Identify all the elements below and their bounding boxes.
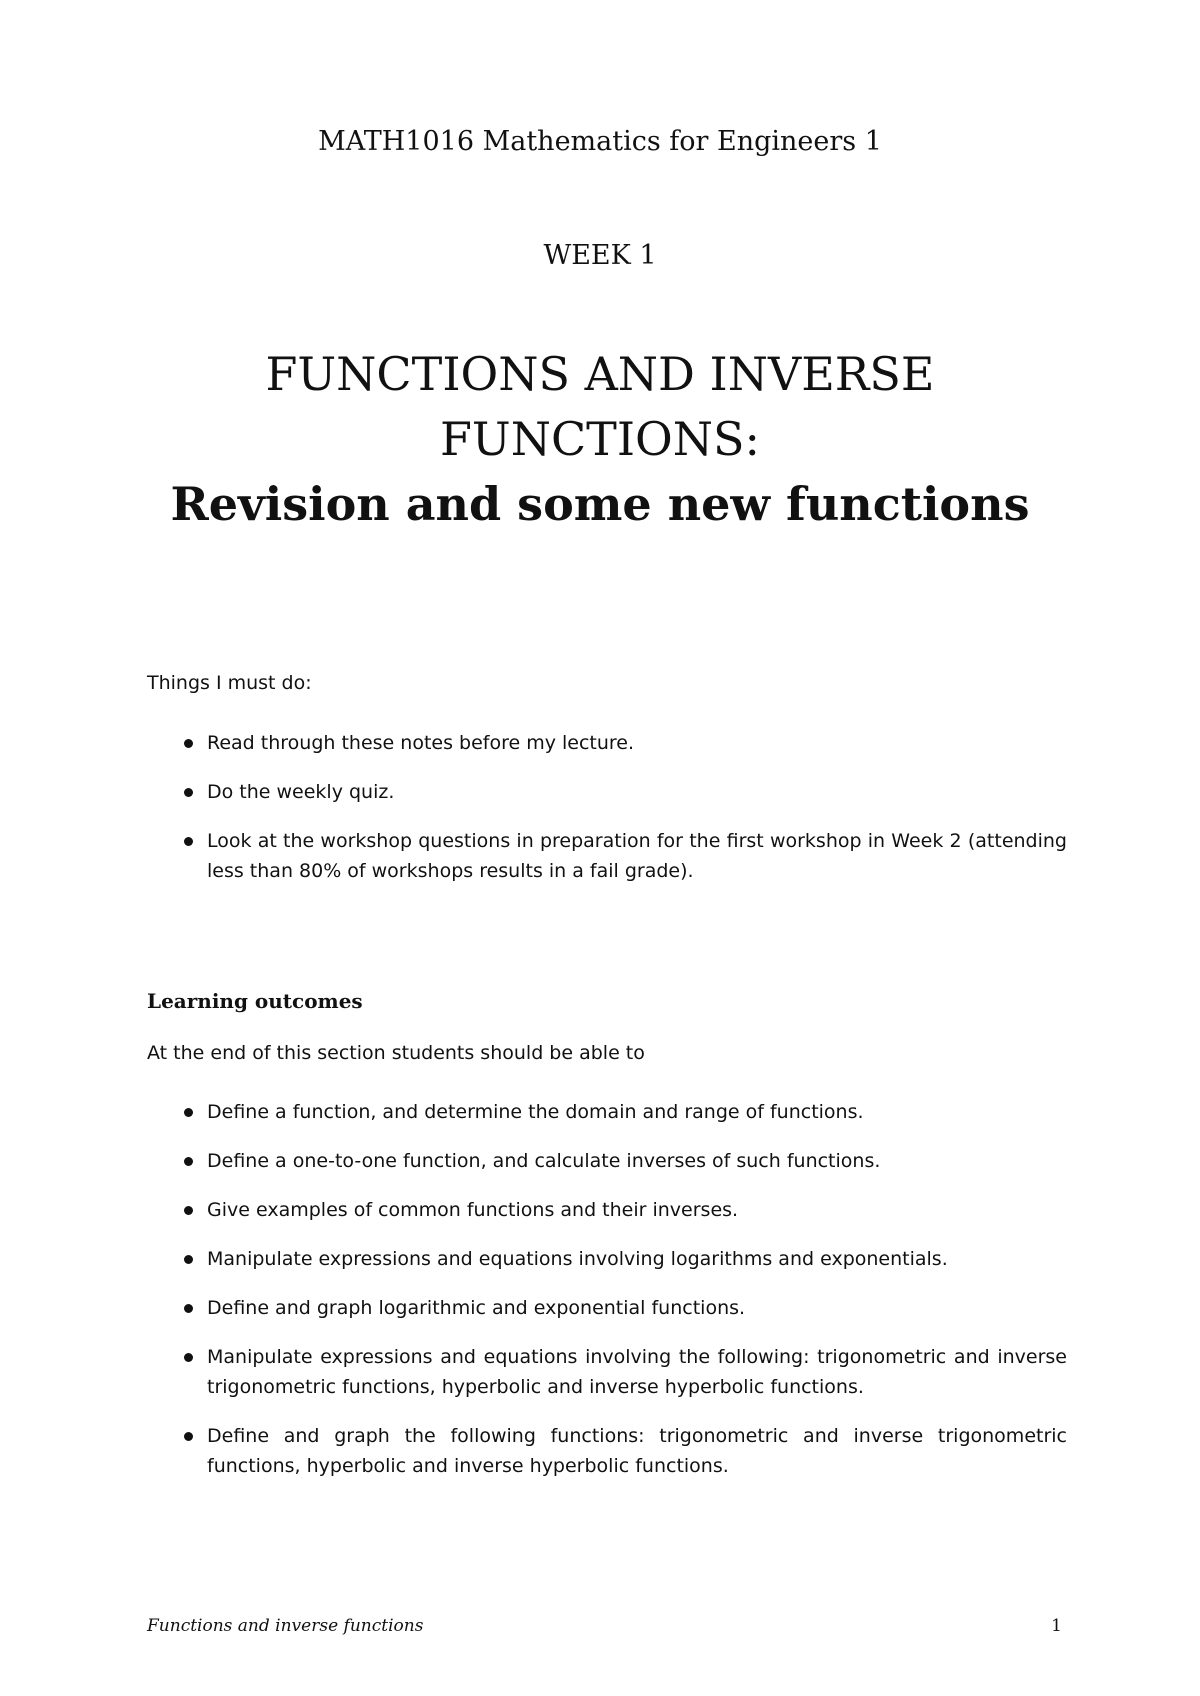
list-item-text: Define a function, and determine the domain and range of functions. [207,1101,864,1123]
learning-outcomes-intro: At the end of this section students should be able to [147,1042,645,1064]
bullet-icon [184,1157,193,1166]
list-item-text: Define a one-to-one function, and calculate inverses of such functions. [207,1150,881,1172]
title-line-1: FUNCTIONS AND INVERSE [265,347,935,401]
todo-list-container [147,728,1067,905]
list-item [147,1342,1067,1402]
running-title: Functions and inverse functions [147,1616,424,1636]
page-title [0,342,1200,537]
list-item-text: Give examples of common functions and their inverses. [207,1199,739,1221]
page-footer [147,1616,1062,1636]
list-item [147,1293,1067,1323]
list-item-text: Do the weekly quiz. [207,781,395,803]
bullet-icon [184,788,193,797]
list-item [147,1421,1067,1481]
bullet-icon [184,1108,193,1117]
bullet-icon [184,1255,193,1264]
page-number: 1 [1051,1616,1062,1636]
list-item [147,728,1067,758]
list-item [147,1195,1067,1225]
learning-outcomes-container [147,1097,1067,1500]
bullet-icon [184,739,193,748]
course-title: MATH1016 Mathematics for Engineers 1 [318,126,882,157]
list-item-text: Define and graph the following functions: trigonometric and inverse trigonometric functions, hyperbolic and inverse hyperbolic functions. [207,1425,1067,1477]
list-item [147,826,1067,886]
list-item-text: Define and graph logarithmic and exponential functions. [207,1297,746,1319]
list-item [147,1146,1067,1176]
bullet-icon [184,1206,193,1215]
bullet-icon [184,837,193,846]
week-label: WEEK 1 [543,240,657,271]
list-item [147,1244,1067,1274]
list-item-text: Read through these notes before my lecture. [207,732,635,754]
page-subtitle: Revision and some new functions [170,477,1030,531]
list-item [147,777,1067,807]
list-item-text: Manipulate expressions and equations involving the following: trigonometric and inverse trigonometric functions, hyperbolic and inverse hyperbolic functions. [207,1346,1067,1398]
learning-outcomes-heading: Learning outcomes [147,989,363,1013]
list-item-text: Manipulate expressions and equations involving logarithms and exponentials. [207,1248,948,1270]
list-item-text: Look at the workshop questions in preparation for the first workshop in Week 2 (attending less than 80% of workshops results in a fail grade). [207,830,1067,882]
bullet-icon [184,1432,193,1441]
bullet-icon [184,1353,193,1362]
learning-outcomes-list [147,1097,1067,1481]
title-line-2: FUNCTIONS: [440,412,760,466]
list-item [147,1097,1067,1127]
bullet-icon [184,1304,193,1313]
todo-intro: Things I must do: [147,672,312,694]
todo-list [147,728,1067,886]
